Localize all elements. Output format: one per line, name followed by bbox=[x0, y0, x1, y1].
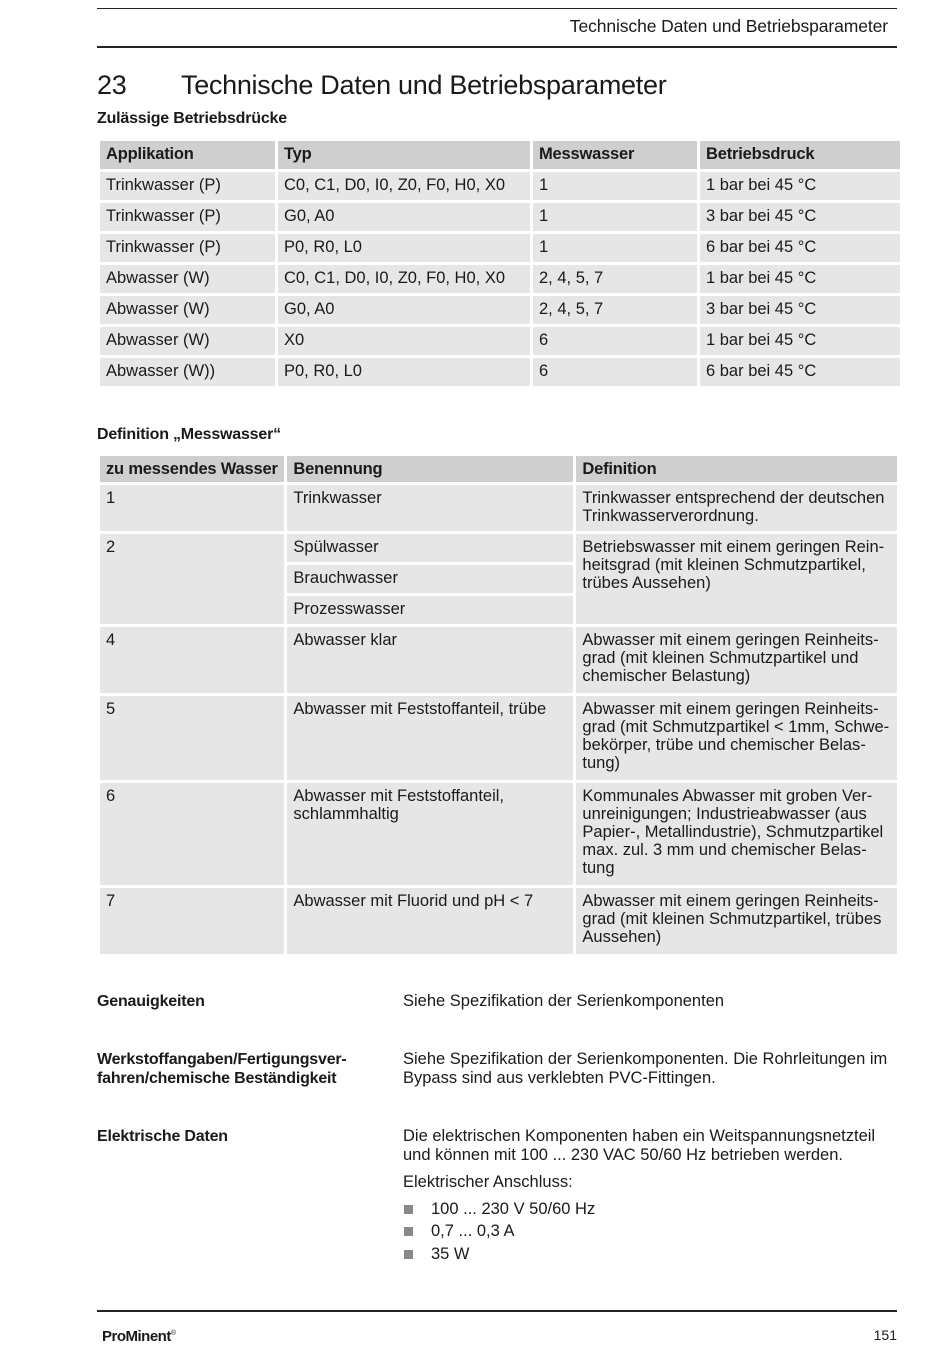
column-header: Benennung bbox=[287, 456, 573, 482]
cell-type: G0, A0 bbox=[278, 296, 530, 324]
column-header: Applikation bbox=[100, 141, 275, 169]
cell-water-number: 6 bbox=[100, 783, 284, 885]
column-header: Typ bbox=[278, 141, 530, 169]
electrical-connection-label: Elektrischer Anschluss: bbox=[403, 1173, 573, 1191]
cell-measured-water: 2, 4, 5, 7 bbox=[533, 265, 697, 293]
cell-operating-pressure: 1 bar bei 45 °C bbox=[700, 265, 900, 293]
column-header: Messwasser bbox=[533, 141, 697, 169]
list-item-text: 0,7 ... 0,3 A bbox=[431, 1222, 515, 1240]
cell-type: G0, A0 bbox=[278, 203, 530, 231]
materials-value: Siehe Spezifikation der Serienkomponenten. Die Rohrleitungen im Bypass sind aus verklebten PVC-Fittingen. bbox=[403, 1050, 888, 1087]
bullet-square-icon bbox=[404, 1205, 413, 1214]
table-row bbox=[100, 172, 900, 200]
table-row bbox=[100, 627, 897, 693]
cell-measured-water: 6 bbox=[533, 327, 697, 355]
cell-measured-water: 1 bbox=[533, 172, 697, 200]
table-header-row bbox=[100, 141, 900, 169]
cell-definition: Abwasser mit einem geringen Reinheitsgrad (mit kleinen Schmutzpartikel, trübes Aussehen) bbox=[576, 888, 897, 954]
table-row bbox=[100, 485, 897, 531]
definition-table bbox=[97, 453, 900, 957]
table-row bbox=[100, 265, 900, 293]
cell-designation: Abwasser mit Feststoffanteil, schlammhaltig bbox=[287, 783, 573, 885]
cell-application: Abwasser (W) bbox=[100, 265, 275, 293]
cell-application: Abwasser (W) bbox=[100, 296, 275, 324]
table-row bbox=[100, 888, 897, 954]
header-top-rule bbox=[97, 8, 897, 9]
electrical-value: Die elektrischen Komponenten haben ein Weitspannungsnetzteil und können mit 100 ... 230 VAC 50/60 Hz betrieben werden. bbox=[403, 1127, 876, 1164]
header-rule bbox=[97, 46, 897, 48]
column-header: Betriebsdruck bbox=[700, 141, 900, 169]
running-header-title: Technische Daten und Betriebsparameter bbox=[569, 16, 888, 36]
cell-application: Trinkwasser (P) bbox=[100, 172, 275, 200]
brand-logo bbox=[102, 1328, 176, 1345]
list-item-text: 100 ... 230 V 50/60 Hz bbox=[431, 1199, 596, 1218]
table-row bbox=[100, 534, 897, 562]
list-item bbox=[403, 1245, 895, 1264]
cell-definition: Abwasser mit einem geringen Reinheitsgrad (mit kleinen Schmutzpartikel und chemischer Belastung) bbox=[576, 627, 897, 693]
chapter-heading bbox=[97, 70, 666, 101]
cell-type: X0 bbox=[278, 327, 530, 355]
chapter-title: Technische Daten und Betriebsparameter bbox=[181, 70, 667, 100]
list-item-text: 35 W bbox=[431, 1244, 470, 1263]
cell-water-number: 2 bbox=[100, 534, 284, 624]
cell-designation: Abwasser mit Feststoffanteil, trübe bbox=[287, 696, 573, 780]
table-row bbox=[100, 296, 900, 324]
cell-application: Trinkwasser (P) bbox=[100, 203, 275, 231]
registered-mark: ® bbox=[170, 1330, 176, 1337]
bullet-square-icon bbox=[404, 1250, 413, 1259]
cell-operating-pressure: 1 bar bei 45 °C bbox=[700, 327, 900, 355]
cell-measured-water: 1 bbox=[533, 203, 697, 231]
electrical-section bbox=[403, 1127, 895, 1267]
cell-designation: Abwasser klar bbox=[287, 627, 573, 693]
table-row bbox=[100, 783, 897, 885]
table-header-row bbox=[100, 456, 897, 482]
accuracy-label: Genauigkeiten bbox=[97, 993, 205, 1010]
cell-designation: Spülwasser bbox=[287, 534, 573, 562]
cell-operating-pressure: 6 bar bei 45 °C bbox=[700, 358, 900, 386]
footer-rule bbox=[97, 1310, 897, 1312]
cell-type: P0, R0, L0 bbox=[278, 234, 530, 262]
cell-type: C0, C1, D0, I0, Z0, F0, H0, X0 bbox=[278, 265, 530, 293]
list-item bbox=[403, 1200, 895, 1219]
cell-designation: Prozesswasser bbox=[287, 596, 573, 624]
cell-designation: Trinkwasser bbox=[287, 485, 573, 531]
cell-operating-pressure: 3 bar bei 45 °C bbox=[700, 203, 900, 231]
cell-operating-pressure: 1 bar bei 45 °C bbox=[700, 172, 900, 200]
bullet-square-icon bbox=[404, 1227, 413, 1236]
cell-application: Abwasser (W)) bbox=[100, 358, 275, 386]
cell-measured-water: 2, 4, 5, 7 bbox=[533, 296, 697, 324]
cell-measured-water: 1 bbox=[533, 234, 697, 262]
electrical-label: Elektrische Daten bbox=[97, 1128, 228, 1145]
cell-application: Trinkwasser (P) bbox=[100, 234, 275, 262]
cell-application: Abwasser (W) bbox=[100, 327, 275, 355]
cell-definition: Abwasser mit einem geringen Reinheitsgrad (mit Schmutzpartikel < 1mm, Schwebekörper, trübe und chemischer Belastung) bbox=[576, 696, 897, 780]
pressures-heading: Zulässige Betriebsdrücke bbox=[97, 110, 287, 127]
cell-type: P0, R0, L0 bbox=[278, 358, 530, 386]
chapter-number: 23 bbox=[97, 70, 127, 100]
materials-label: Werkstoffangaben/Fertigungsverfahren/chemische Beständigkeit bbox=[97, 1051, 347, 1087]
cell-operating-pressure: 3 bar bei 45 °C bbox=[700, 296, 900, 324]
cell-designation: Abwasser mit Fluorid und pH < 7 bbox=[287, 888, 573, 954]
cell-water-number: 4 bbox=[100, 627, 284, 693]
table-row bbox=[100, 234, 900, 262]
cell-water-number: 1 bbox=[100, 485, 284, 531]
table-row bbox=[100, 696, 897, 780]
table-row bbox=[100, 327, 900, 355]
cell-operating-pressure: 6 bar bei 45 °C bbox=[700, 234, 900, 262]
cell-definition: Betriebswasser mit einem geringen Reinheitsgrad (mit kleinen Schmutzpartikel, trübes Aussehen) bbox=[576, 534, 897, 624]
electrical-list bbox=[403, 1200, 895, 1264]
pressures-table bbox=[97, 138, 903, 389]
table-row bbox=[100, 203, 900, 231]
cell-water-number: 5 bbox=[100, 696, 284, 780]
list-item bbox=[403, 1222, 895, 1241]
column-header: zu messendes Wasser bbox=[100, 456, 284, 482]
cell-water-number: 7 bbox=[100, 888, 284, 954]
cell-definition: Trinkwasser entsprechend der deutschen Trinkwasserverordnung. bbox=[576, 485, 897, 531]
accuracy-value: Siehe Spezifikation der Serienkomponenten bbox=[403, 992, 725, 1010]
cell-definition: Kommunales Abwasser mit groben Verunreinigungen; Industrieabwasser (aus Papier-, Metallindustrie), Schmutzpartikel max. zul. 3 mm und chemischer Belastung bbox=[576, 783, 897, 885]
brand-name: ProMinent bbox=[102, 1328, 171, 1345]
cell-designation: Brauchwasser bbox=[287, 565, 573, 593]
cell-measured-water: 6 bbox=[533, 358, 697, 386]
definition-heading: Definition „Messwasser“ bbox=[97, 426, 281, 443]
page-number: 151 bbox=[873, 1327, 897, 1343]
cell-type: C0, C1, D0, I0, Z0, F0, H0, X0 bbox=[278, 172, 530, 200]
column-header: Definition bbox=[576, 456, 897, 482]
table-row bbox=[100, 358, 900, 386]
